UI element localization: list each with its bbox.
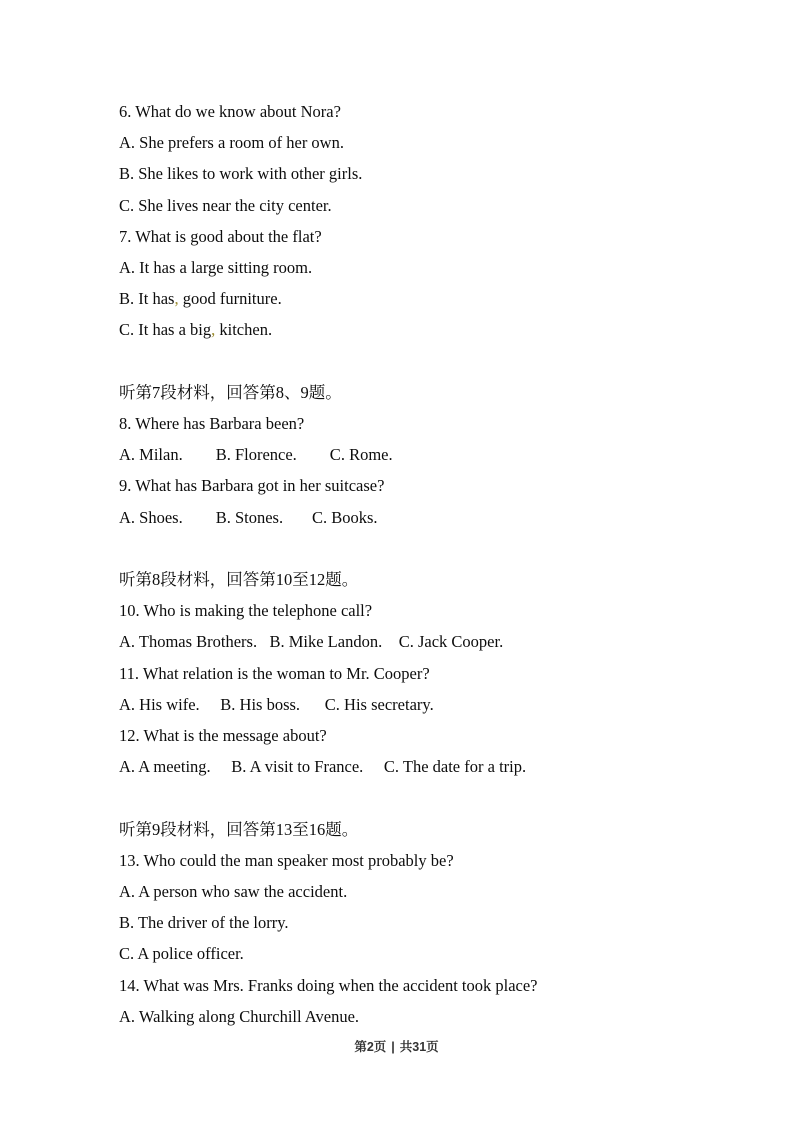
total-pages-label: 共31页 [399, 1040, 439, 1054]
document-line: C. She lives near the city center. [119, 195, 332, 215]
text-segment: kitchen. [215, 320, 273, 340]
document-lines [119, 96, 753, 1032]
document-line: 14. What was Mrs. Franks doing when the accident took place? [119, 975, 538, 995]
document-line [119, 283, 753, 314]
document-line: 听第8段材料，回答第10至12题。 [119, 570, 359, 590]
accent-mark: , [211, 320, 216, 340]
text-segment: B. It has [119, 289, 175, 309]
accent-mark: , [174, 289, 179, 309]
document-line: A. Shoes. B. Stones. C. Books. [119, 507, 378, 527]
document-line: 8. Where has Barbara been? [119, 414, 305, 434]
document-line: B. She likes to work with other girls. [119, 164, 363, 184]
document-line: A. Thomas Brothers. B. Mike Landon. C. Jack Cooper. [119, 632, 504, 652]
document-line: 12. What is the message about? [119, 726, 327, 746]
document-line: A. A person who saw the accident. [119, 882, 348, 902]
text-segment: good furniture. [178, 289, 282, 309]
document-line: 7. What is good about the flat? [119, 226, 322, 246]
blank-line [119, 533, 753, 564]
document-line: C. A police officer. [119, 944, 244, 964]
document-line: 10. Who is making the telephone call? [119, 601, 373, 621]
document-line: 6. What do we know about Nora? [119, 102, 341, 121]
page-footer [0, 1037, 793, 1055]
document-line: 9. What has Barbara got in her suitcase? [119, 476, 385, 496]
document-line: 听第9段材料，回答第13至16题。 [119, 819, 359, 839]
blank-line [119, 782, 753, 813]
document-line: A. Milan. B. Florence. C. Rome. [119, 445, 393, 465]
document-line: 13. Who could the man speaker most probably be? [119, 850, 454, 870]
text-segment: C. It has a big [119, 320, 212, 340]
document-line: A. His wife. B. His boss. C. His secretary. [119, 694, 434, 714]
blank-line [119, 346, 753, 377]
page-number-label: 第2页 [354, 1040, 387, 1054]
document-line: 11. What relation is the woman to Mr. Cooper? [119, 663, 430, 683]
document-line: 听第7段材料，回答第8、9题。 [119, 382, 342, 402]
document-line: A. It has a large sitting room. [119, 258, 313, 278]
document-line [119, 314, 753, 345]
document-line: A. Walking along Churchill Avenue. [119, 1006, 360, 1026]
document-line: A. A meeting. B. A visit to France. C. The date for a trip. [119, 757, 527, 777]
document-line: A. She prefers a room of her own. [119, 133, 344, 153]
document-line: B. The driver of the lorry. [119, 913, 289, 933]
footer-separator: | [391, 1040, 395, 1054]
